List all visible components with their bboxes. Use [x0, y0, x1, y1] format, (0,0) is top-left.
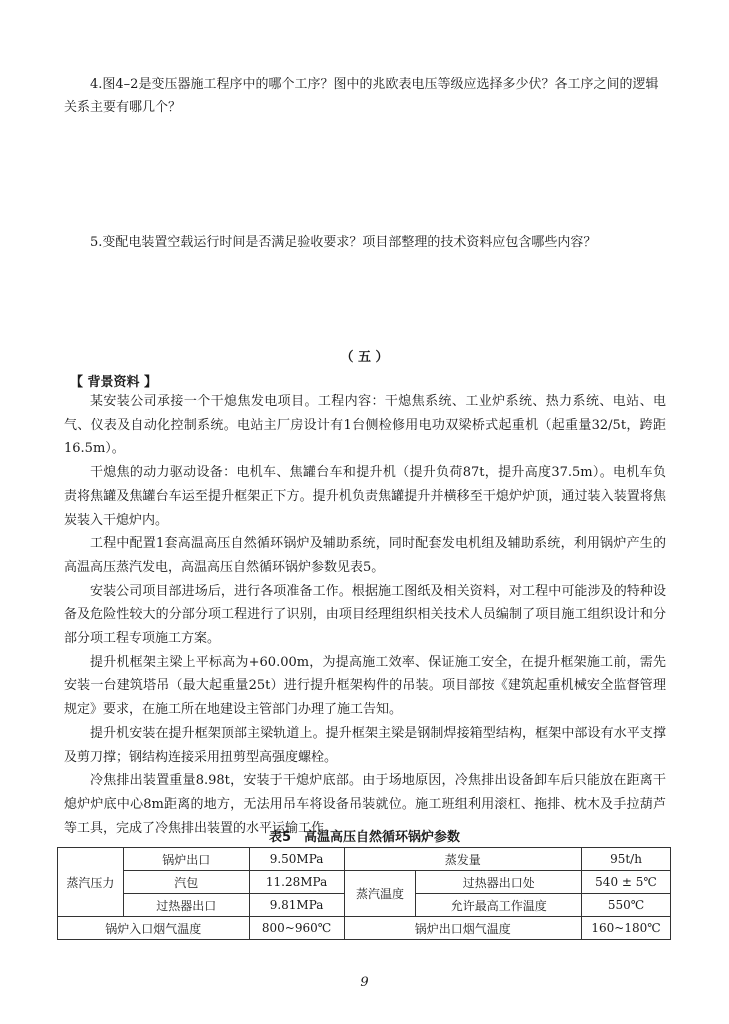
paragraph: 工程中配置1套高温高压自然循环锅炉及辅助系统，同时配套发电机组及辅助系统，利用锅炉产生的高温高压蒸汽发电，高温高压自然循环锅炉参数见表5。 — [64, 536, 666, 575]
paragraph: 提升机框架主梁上平标高为+60.00m，为提高施工效率、保证施工安全，在提升框架施工前，需先安装一台建筑塔吊（最大起重量25t）进行提升框架构件的吊装。项目部按《建筑起重机械安全监督管理规定》要求，在施工所在地建设主管部门办理了施工告知。 — [64, 654, 666, 718]
table-cell: 蒸汽压力 — [58, 848, 124, 917]
background-label: 【 背景资料 】 — [70, 375, 158, 390]
table-title: 表5 高温高压自然循环锅炉参数 — [268, 830, 461, 845]
table-cell: 9.50MPa — [249, 848, 344, 871]
table-cell: 过热器出口 — [123, 894, 249, 917]
page-number: 9 — [360, 975, 369, 990]
paragraph: 干熄焦的动力驱动设备：电机车、焦罐台车和提升机（提升负荷87t，提升高度37.5m）。电机车负责将焦罐及焦罐台车运至提升框架正下方。提升机负责焦罐提升并横移至干熄炉炉顶，通过装入装置将焦炭装入干熄炉内。 — [64, 465, 666, 528]
table-cell: 蒸发量 — [344, 848, 581, 871]
table-cell: 160~180℃ — [582, 917, 671, 940]
table-cell: 9.81MPa — [249, 894, 344, 917]
table-cell: 800~960℃ — [249, 917, 344, 940]
table-cell: 过热器出口处 — [416, 871, 582, 894]
table-cell: 锅炉入口烟气温度 — [58, 917, 250, 940]
boiler-parameters-table — [57, 847, 671, 940]
table-cell: 汽包 — [123, 871, 249, 894]
table-cell: 11.28MPa — [249, 871, 344, 894]
paragraph: 提升机安装在提升框架顶部主梁轨道上。提升框架主梁是钢制焊接箱型结构，框架中部设有水平支撑及剪刀撑；钢结构连接采用扭剪型高强度螺栓。 — [64, 725, 666, 765]
table-cell: 540 ± 5℃ — [582, 871, 671, 894]
background-body — [64, 390, 666, 840]
table-cell: 允许最高工作温度 — [416, 894, 582, 917]
table-cell: 蒸汽温度 — [344, 871, 416, 917]
section-heading: （ 五 ） — [340, 350, 389, 365]
table-cell: 锅炉出口烟气温度 — [344, 917, 581, 940]
question-4: 4.图4–2是变压器施工程序中的哪个工序？图中的兆欧表电压等级应选择多少伏？各工序之间的逻辑关系主要有哪几个？ — [64, 77, 659, 115]
table-row — [58, 917, 671, 940]
table-row — [58, 871, 671, 894]
question-5: 5.变配电装置空载运行时间是否满足验收要求？项目部整理的技术资料应包含哪些内容？ — [90, 235, 597, 250]
table-cell: 锅炉出口 — [123, 848, 249, 871]
paragraph: 安装公司项目部进场后，进行各项准备工作。根据施工图纸及相关资料，对工程中可能涉及的特种设备及危险性较大的分部分项工程进行了识别，由项目经理组织相关技术人员编制了项目施工组织设计和分部分项工程专项施工方案。 — [64, 583, 666, 647]
paragraph: 某安装公司承接一个干熄焦发电项目。工程内容：干熄焦系统、工业炉系统、热力系统、电站、电气、仪表及自动化控制系统。电站主厂房设计有1台侧检修用电功双梁桥式起重机（起重量32/5t，跨距16.5m）。 — [64, 394, 666, 457]
table-cell: 95t/h — [582, 848, 671, 871]
paragraph: 冷焦排出装置重量8.98t，安装于干熄炉底部。由于场地原因，冷焦排出设备卸车后只能放在距离干熄炉炉底中心8m距离的地方，无法用吊车将设备吊装就位。施工班组利用滚杠、拖排、枕木及手拉葫芦等工具，完成了冷焦排出装置的水平运输工作。 — [64, 773, 666, 836]
table-cell: 550℃ — [582, 894, 671, 917]
table-row — [58, 848, 671, 871]
